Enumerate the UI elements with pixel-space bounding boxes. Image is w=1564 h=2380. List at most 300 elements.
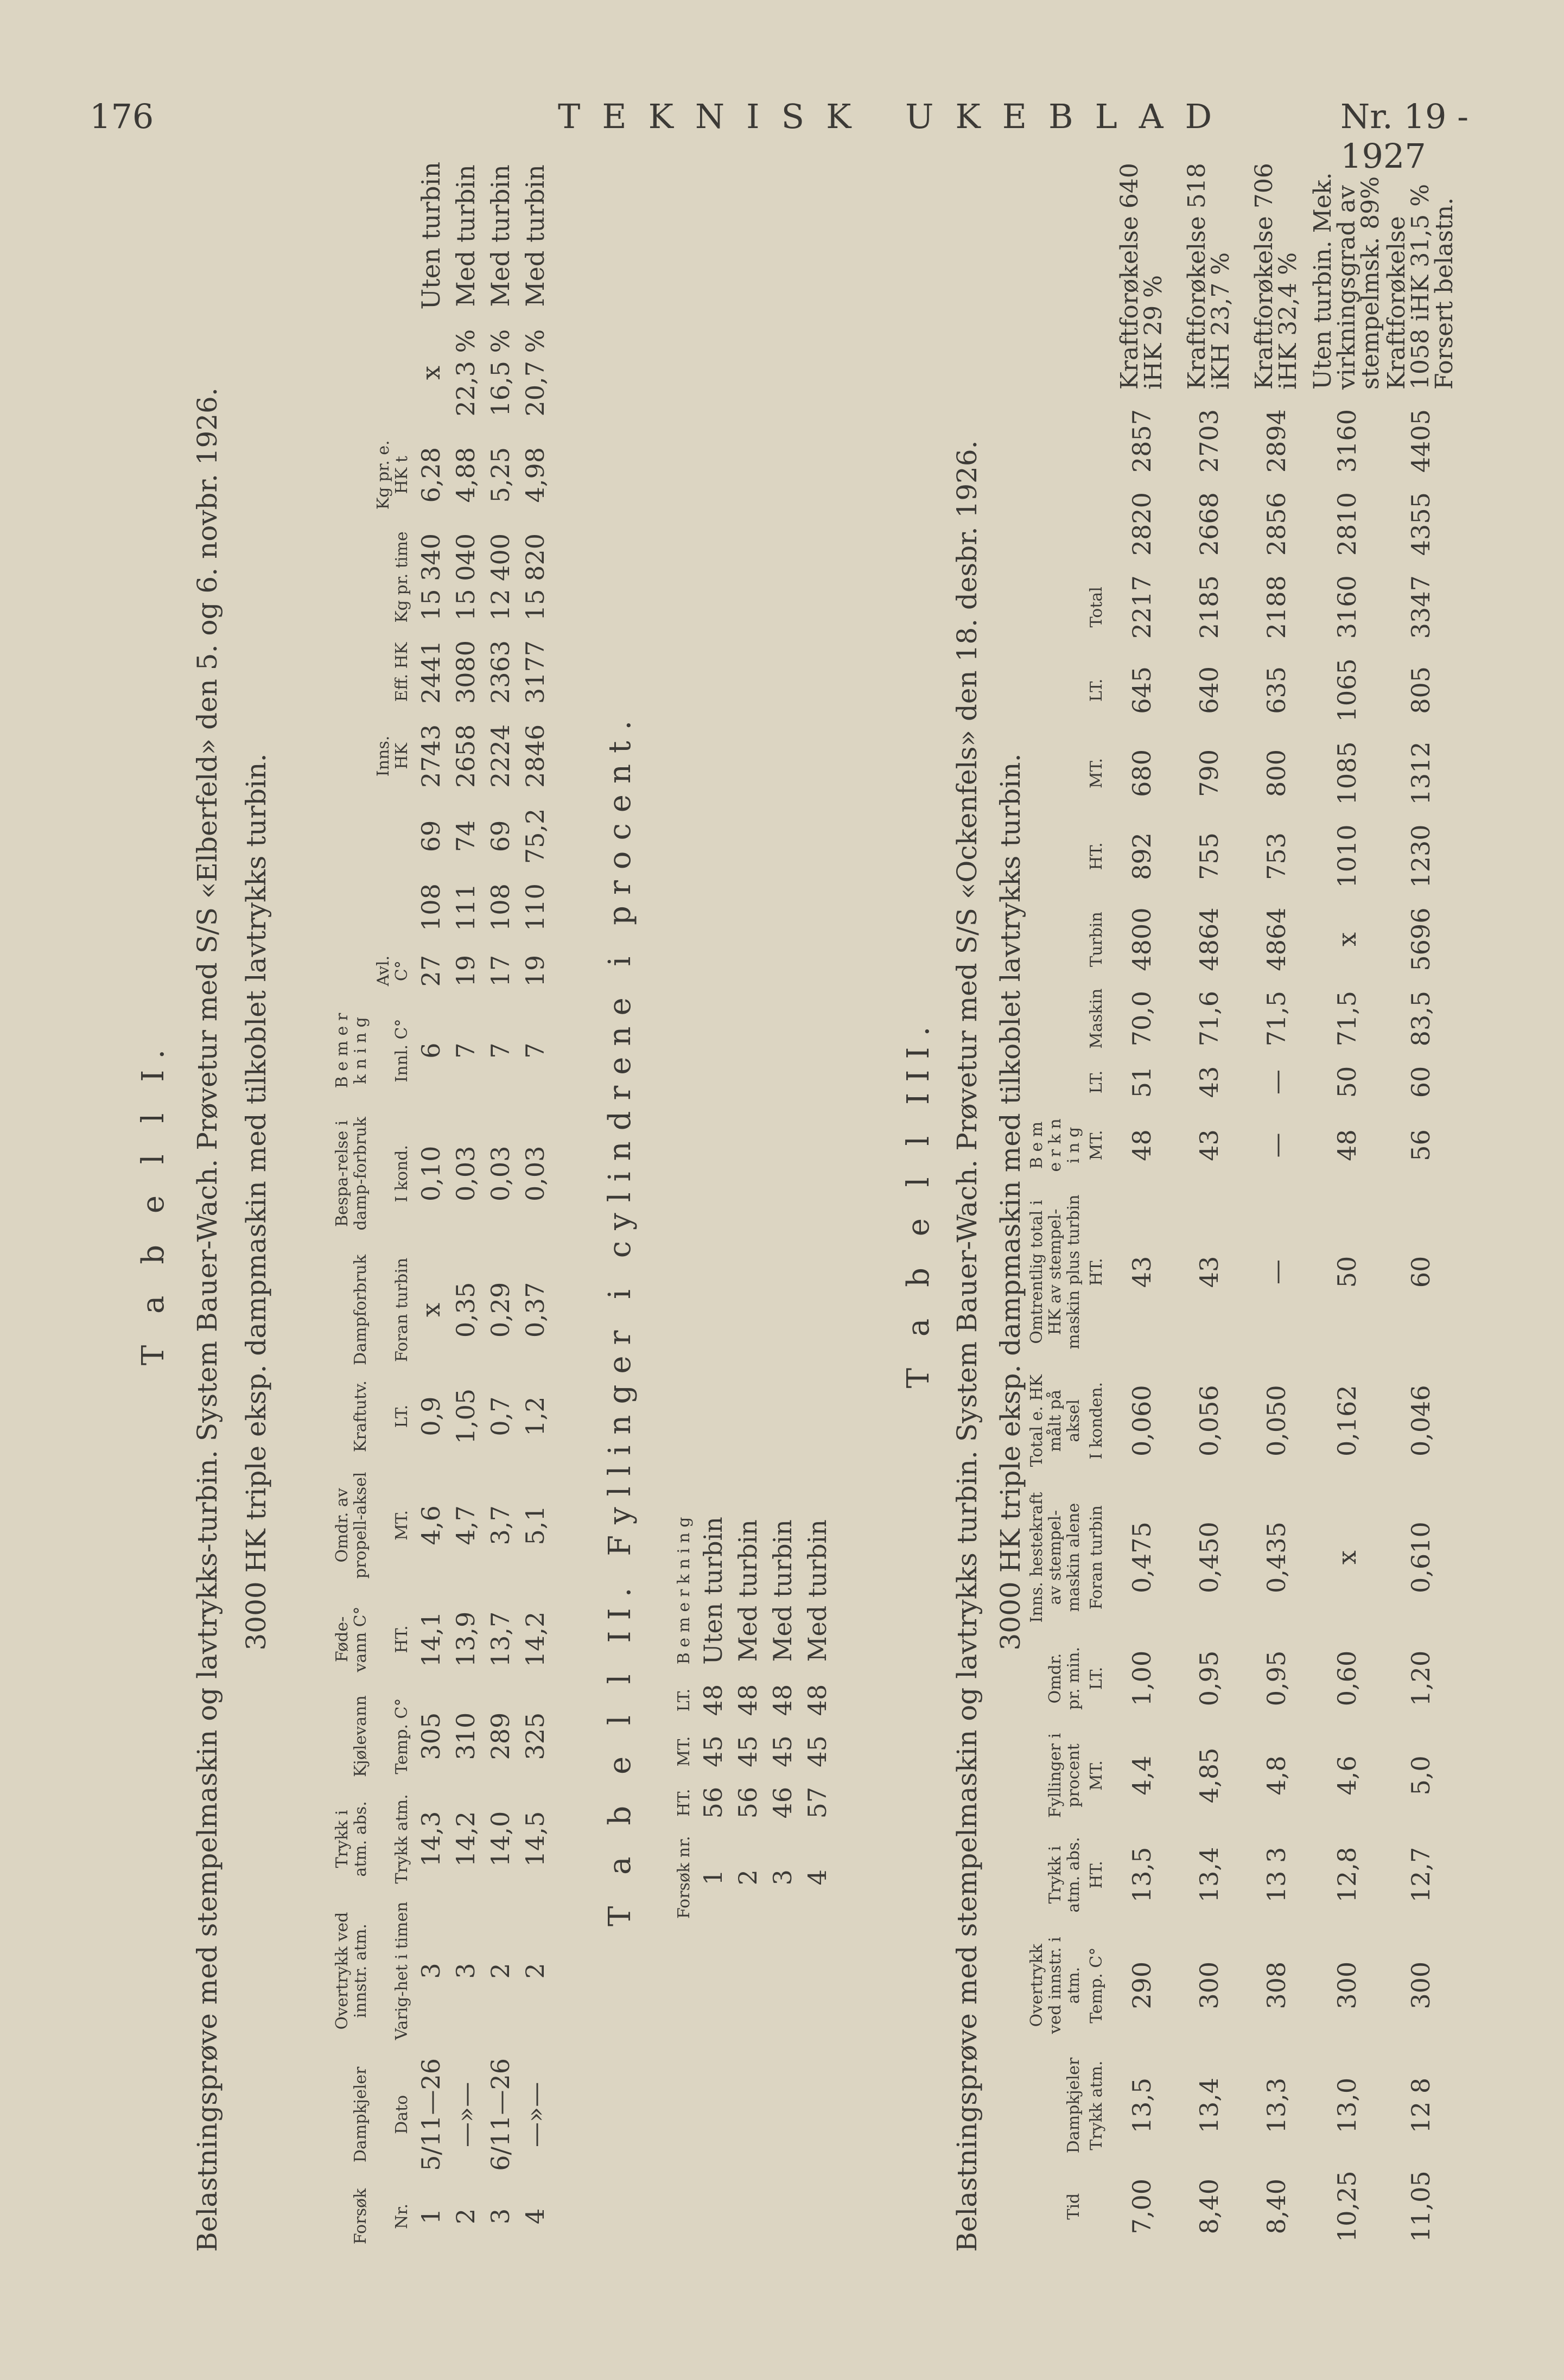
table1-header-cell: Kg pr. e. HK t [374, 440, 411, 510]
table3-group-cell: Omtrentlig total i HK av stempel-maskin plus turbin [1027, 1194, 1083, 1350]
table3-header-cell [1085, 2161, 1108, 2252]
table1-cell: 6 [416, 1042, 446, 1059]
table1-header-cell: Avl. C° [374, 955, 411, 987]
table1-cell: 3,7 [486, 1505, 515, 1545]
table3-header-cell: Temp. C° [1087, 1947, 1106, 2023]
table3-cell: Kraftforøkelse 706 iHK 32,4 % [1250, 163, 1302, 390]
table3-cell: 892 [1127, 832, 1156, 880]
table1-header-cell [372, 874, 414, 941]
table1-cell: Med turbin [451, 164, 480, 307]
table1-group-cell: Dampkjeler [351, 2066, 370, 2163]
table1-cell: 0,7 [486, 1396, 515, 1436]
table3-cell: 2894 [1262, 409, 1291, 473]
table1-header-cell: Eff. HK [392, 642, 411, 702]
table1-cell: 4,98 [520, 447, 550, 503]
table3-cell: 3160 [1332, 409, 1362, 473]
table3-cell: 1010 [1332, 824, 1362, 888]
table3-cell: 0,435 [1262, 1522, 1291, 1593]
table3-cell: 0,060 [1127, 1385, 1156, 1457]
table3-cell: 2856 [1262, 492, 1291, 556]
table3-cell: 4,8 [1262, 1755, 1291, 1796]
table3-cell: 13,3 [1262, 2077, 1291, 2134]
table3-header-cell: HT. [1087, 842, 1106, 870]
table3-cell: 0,056 [1194, 1385, 1224, 1457]
table3-cell: — [1262, 1259, 1291, 1284]
table1-cell: 0,35 [451, 1282, 480, 1338]
table3-cell: 0,95 [1262, 1650, 1291, 1707]
table3-cell: 8,40 [1194, 2178, 1224, 2235]
table3-cell: 13,4 [1194, 2077, 1224, 2134]
table1-cell: 2224 [486, 724, 515, 788]
table3-cell: 4800 [1127, 907, 1156, 971]
table3-cell: x [1332, 1550, 1362, 1565]
table1-cell: 305 [416, 1712, 446, 1760]
table3-cell: 3160 [1332, 575, 1362, 639]
table3-header-cell: LT. [1087, 1666, 1106, 1690]
table1-cell: 108 [486, 883, 515, 931]
table2-header-cell: B e m e r k n i n g [675, 1517, 694, 1665]
table1-group-cell: Bespa-relse i damp-forbruk [333, 1117, 370, 1231]
table3-cell: 50 [1332, 1066, 1362, 1098]
table3-cell: 2668 [1194, 492, 1224, 556]
table3-cell: Kraftforøkelse 1058 iHK 31,5 % Forsert belastn. [1383, 183, 1458, 390]
table3-header-cell: MT. [1087, 758, 1106, 788]
table1-cell: 2363 [486, 640, 515, 704]
table3-cell: x [1332, 932, 1362, 947]
table1-group-cell: B e m e r k n i n g [333, 1013, 370, 1089]
table3-cell: 2857 [1127, 409, 1156, 473]
table1-group-cell: Kjølevann [351, 1695, 370, 1777]
table1-cell: Med turbin [486, 164, 515, 307]
table3-group-row [1026, 152, 1085, 2252]
table3-header-cell [1085, 152, 1108, 399]
table1-cell: 1,05 [451, 1388, 480, 1444]
table1-header-cell [372, 320, 414, 427]
table3-group-cell: Trykk i atm. abs. [1046, 1837, 1083, 1913]
table3-cell: 10,25 [1332, 2171, 1362, 2242]
table3-row [1175, 152, 1243, 2252]
table3-cell: 12,8 [1332, 1847, 1362, 1903]
table1-cell: 22,3 % [451, 329, 480, 417]
table1-cell: 4,88 [451, 447, 480, 503]
table2-cell: 1 [698, 1869, 728, 1886]
table3-group-cell: Overtrykk ved innstr. i atm. [1027, 1937, 1083, 2034]
table1-group-cell: Kraftutv. [351, 1380, 370, 1453]
table3-cell: 43 [1194, 1066, 1224, 1098]
table3-cell: 300 [1406, 1961, 1435, 2009]
table1-row [518, 152, 552, 2252]
table3-cell: 0,475 [1127, 1522, 1156, 1593]
table2-cell: 48 [698, 1684, 728, 1716]
table1-cell: 14,0 [486, 1811, 515, 1867]
table3-cell: 70,0 [1127, 990, 1156, 1047]
table1-cell: 0,29 [486, 1282, 515, 1338]
table2-cell: 3 [768, 1869, 797, 1886]
table3-cell: 308 [1262, 1961, 1291, 2009]
table3-cell: 60 [1406, 1066, 1435, 1098]
table1-cell: 0,37 [520, 1282, 550, 1338]
table1-cell: 1,2 [520, 1396, 550, 1436]
table3-cell: 43 [1127, 1256, 1156, 1288]
table2-cell: 48 [803, 1684, 832, 1716]
table1-cell: 14,5 [520, 1811, 550, 1867]
table1-cell: 19 [520, 954, 550, 987]
table3-cell: 13,5 [1127, 1847, 1156, 1903]
table3-cell: 790 [1194, 749, 1224, 797]
table1-header-cell: Nr. [392, 2203, 411, 2229]
page-header [0, 0, 1564, 176]
table3-cell: 60 [1406, 1256, 1435, 1288]
issue-number: Nr. 19 - 1927 [1340, 97, 1469, 176]
table3-cell: 2188 [1262, 575, 1291, 639]
table1-group-cell: Føde-vann C° [333, 1606, 370, 1672]
table1-cell: 69 [486, 820, 515, 852]
table3-cell: Kraftforøkelse 640 iHK 29 % [1116, 163, 1167, 390]
table1-cell: 7 [451, 1042, 480, 1059]
table3-group-cell: Total e. HK målt på aksel [1027, 1374, 1083, 1467]
table2-cell: 56 [733, 1786, 762, 1819]
table2-header-cell: Forsøk nr. [675, 1836, 694, 1919]
table2-cell: 48 [733, 1684, 762, 1716]
table2-row [800, 1507, 835, 1926]
table1-cell: —»— [520, 2082, 550, 2147]
page-number: 176 [90, 97, 154, 136]
table3-group-cell: B e m e r k n i n g [1027, 1118, 1083, 1172]
table3-cell: 71,6 [1194, 990, 1224, 1047]
table1-cell: 1 [416, 2208, 446, 2225]
table1-cell: 0,10 [416, 1146, 446, 1201]
table3-cell: 640 [1194, 666, 1224, 714]
table3 [1026, 152, 1458, 2252]
table1-group-cell: Forsøk [351, 2188, 370, 2244]
table1-cell: 15 820 [520, 533, 550, 621]
table1-cell: 3 [451, 1963, 480, 1979]
table1-header-cell: Dato [392, 2095, 411, 2134]
table3-cell: 13,0 [1332, 2077, 1362, 2134]
table2-cell: 46 [768, 1786, 797, 1819]
table3-cell: 50 [1332, 1256, 1362, 1288]
table3-group-cell: Fyllinger i procent [1046, 1733, 1083, 1818]
table3-header-row [1085, 152, 1108, 2252]
table3-header-cell: LT. [1087, 1070, 1106, 1094]
table1-cell: 289 [486, 1712, 515, 1760]
table3-cell: 4,4 [1127, 1755, 1156, 1796]
table3-cell: 1,00 [1127, 1650, 1156, 1707]
table3-cell: 2810 [1332, 492, 1362, 556]
table3-group-cell: Omdr. pr. min. [1046, 1646, 1083, 1710]
table1-cell: 7 [520, 1042, 550, 1059]
table2-cell: Med turbin [803, 1519, 832, 1662]
table1-cell: 14,2 [520, 1611, 550, 1668]
table1-cell: 17 [486, 954, 515, 987]
table3-cell: 680 [1127, 749, 1156, 797]
table1-cell: 2441 [416, 640, 446, 704]
table3-cell: 8,40 [1262, 2178, 1291, 2235]
table3-cell: 0,610 [1406, 1522, 1435, 1593]
table3-subcaption: 3000 HK triple eksp. dampmaskin med tilkoblet lavtrykks turbin. [995, 753, 1026, 1651]
table1-cell: 12 400 [486, 533, 515, 621]
table1-header-cell [372, 152, 414, 320]
table3-cell: 56 [1406, 1129, 1435, 1161]
table3-row [1108, 152, 1175, 2252]
table3-cell: 635 [1262, 666, 1291, 714]
table3-cell: 2217 [1127, 575, 1156, 639]
table3-cell: 48 [1127, 1129, 1156, 1161]
table3-cell: 48 [1332, 1129, 1362, 1161]
table1-cell: 0,03 [520, 1146, 550, 1201]
table3-header-cell: Turbin [1087, 912, 1106, 967]
table1-cell: 15 340 [416, 533, 446, 621]
table2-cell: 45 [733, 1735, 762, 1767]
table1-cell: 6/11—26 [486, 2058, 515, 2171]
table3-cell: 1065 [1332, 658, 1362, 722]
table3-cell: — [1262, 1069, 1291, 1094]
table1-cell: 7 [486, 1042, 515, 1059]
table1-header-row [372, 152, 414, 2252]
table1-header-cell: I kond. [392, 1144, 411, 1202]
table1 [331, 152, 552, 2252]
table3-row [1384, 152, 1458, 2252]
table3-header-cell: Maskin [1087, 988, 1106, 1049]
table3-cell: 4864 [1262, 907, 1291, 971]
table1-header-cell: MT. [392, 1510, 411, 1541]
table3-cell: 3347 [1406, 575, 1435, 639]
table2-header-row [673, 1507, 696, 1926]
table3-caption: Belastningsprøve med stempelmaskin og lavtrykks turbin. System Bauer-Wach. Prøvetur med S/S «Ockenfels» den 18. desbr. 1926. [951, 440, 983, 2252]
table2-row [696, 1507, 730, 1926]
table2-title: T a b e l l II. Fyllinger i cylindrene i procent. [602, 709, 638, 1926]
table3-cell: 1,20 [1406, 1650, 1435, 1707]
table3-cell: 2185 [1194, 575, 1224, 639]
table1-cell: 2 [451, 2208, 480, 2225]
table1-subcaption: 3000 HK triple eksp. dampmaskin med tilkoblet lavtrykks turbin. [240, 753, 272, 1651]
table3-cell: 0,450 [1194, 1522, 1224, 1593]
table1-cell: 74 [451, 820, 480, 852]
table1-cell: 69 [416, 820, 446, 852]
table3-cell: — [1262, 1132, 1291, 1158]
table3-cell: 300 [1332, 1961, 1362, 2009]
table1-cell: 4 [520, 2208, 550, 2225]
table3-header-cell: Foran turbin [1087, 1505, 1106, 1610]
table1-cell: 5,1 [520, 1505, 550, 1545]
table2-cell: Uten turbin [698, 1517, 728, 1665]
table1-cell: 0,03 [486, 1146, 515, 1201]
table3-cell: 4,85 [1194, 1747, 1224, 1804]
table3-cell: 1312 [1406, 741, 1435, 805]
table1-cell: 2658 [451, 724, 480, 788]
table1-cell: 110 [520, 883, 550, 931]
table1-cell: 15 040 [451, 533, 480, 621]
table3-cell: 12 8 [1406, 2077, 1435, 2134]
table1-cell: x [416, 1302, 446, 1317]
table3-cell: 43 [1194, 1129, 1224, 1161]
table1-caption: Belastningsprøve med stempelmaskin og lavtrykks-turbin. System Bauer-Wach. Prøvetur med S/S «Elberfeld» den 5. og 6. novbr. 1926. [192, 387, 223, 2252]
table1-cell: 2 [520, 1963, 550, 1979]
table1-title: T a b e l l I. [136, 1038, 171, 1366]
table3-cell: 290 [1127, 1961, 1156, 2009]
table1-cell: 14,1 [416, 1611, 446, 1668]
table3-header-cell: HT. [1087, 1861, 1106, 1889]
table1-header-cell: Temp. C° [392, 1698, 411, 1774]
table1-cell: 13,7 [486, 1611, 515, 1668]
table1-cell: 108 [416, 883, 446, 931]
table3-cell: 0,050 [1262, 1385, 1291, 1457]
table3-cell: 0,95 [1194, 1650, 1224, 1707]
table2-cell: 45 [803, 1735, 832, 1767]
table3-cell: 12,7 [1406, 1847, 1435, 1903]
table1-header-cell: Kg pr. time [392, 531, 411, 623]
table3-cell: 645 [1127, 666, 1156, 714]
table3-cell: Uten turbin. Mek. virkningsgrad av stempelmsk. 89% [1309, 172, 1384, 390]
table1-cell: 111 [451, 883, 480, 931]
table3-cell: 1085 [1332, 741, 1362, 805]
table1-header-cell: Foran turbin [392, 1257, 411, 1362]
table3-cell: 2820 [1127, 492, 1156, 556]
table2-header-cell: HT. [675, 1789, 694, 1817]
table1-cell: 6,28 [416, 447, 446, 503]
table3-body [1108, 152, 1458, 2252]
table3-header-cell [1085, 399, 1108, 482]
table1-cell: 14,2 [451, 1811, 480, 1867]
table1-cell: 2 [486, 1963, 515, 1979]
table2-cell: 2 [733, 1869, 762, 1886]
table3-cell: 805 [1406, 666, 1435, 714]
table1-header-cell: Inns. HK [374, 735, 411, 777]
table2-body [696, 1507, 835, 1926]
table1-cell: 4,7 [451, 1505, 480, 1545]
table3-row [1243, 152, 1310, 2252]
table3-header-cell [1085, 482, 1108, 565]
table1-header-cell: Varig-het i timen [392, 1901, 411, 2040]
table3-cell: 4,6 [1332, 1755, 1362, 1796]
table1-group-row [331, 152, 372, 2252]
table3-cell: 4355 [1406, 492, 1435, 556]
table3-cell: 0,046 [1406, 1385, 1435, 1457]
table1-row [448, 152, 483, 2252]
table1-cell: 2846 [520, 724, 550, 788]
table1-cell: 5,25 [486, 447, 515, 503]
table1-cell: 13,9 [451, 1611, 480, 1668]
rotated-content [130, 152, 1520, 2252]
table3-group-cell: Tid [1064, 2193, 1083, 2220]
table3-cell: 300 [1194, 1961, 1224, 2009]
table3-cell: 83,5 [1406, 990, 1435, 1047]
table1-cell: 75,2 [520, 808, 550, 864]
table2-row [765, 1507, 800, 1926]
table3-cell: 13 3 [1262, 1847, 1291, 1903]
table3-cell: Kraftforøkelse 518 iKH 23,7 % [1183, 163, 1235, 390]
table3-cell: 7,00 [1127, 2178, 1156, 2235]
table2-cell: 45 [768, 1735, 797, 1767]
table3-cell: 11,05 [1406, 2171, 1435, 2242]
table3-cell: 5,0 [1406, 1755, 1435, 1796]
table3-cell: 0,60 [1332, 1650, 1362, 1707]
table2-header-cell: MT. [675, 1736, 694, 1767]
table1-cell: 325 [520, 1712, 550, 1760]
table1-cell: 16,5 % [486, 329, 515, 417]
table3-cell: 1230 [1406, 824, 1435, 888]
table1-cell: 19 [451, 954, 480, 987]
table1-row [483, 152, 518, 2252]
table3-cell: 800 [1262, 749, 1291, 797]
table3-title: T a b e l l III. [901, 1015, 936, 1389]
table3-cell: 755 [1194, 832, 1224, 880]
table3-header-cell: MT. [1087, 1130, 1106, 1161]
table1-cell: 3177 [520, 640, 550, 704]
table2-row [730, 1507, 765, 1926]
table3-cell: 71,5 [1332, 990, 1362, 1047]
table3-cell: 0,162 [1332, 1385, 1362, 1457]
table1-cell: Med turbin [520, 164, 550, 307]
table3-header-cell: Trykk atm. [1087, 2060, 1106, 2150]
table3-cell: 13,4 [1194, 1847, 1224, 1903]
table3-cell: 753 [1262, 832, 1291, 880]
table1-body [414, 152, 552, 2252]
table2-cell: 48 [768, 1684, 797, 1716]
table1-cell: 27 [416, 954, 446, 987]
table1-cell: 3080 [451, 640, 480, 704]
table2-cell: 45 [698, 1735, 728, 1767]
table3-cell: 5696 [1406, 907, 1435, 971]
journal-title: TEKNISK UKEBLAD [558, 97, 1234, 136]
table1-group-cell: Omdr. av propell-aksel [333, 1472, 370, 1579]
table3-header-cell: LT. [1087, 678, 1106, 702]
table1-group-cell: Trykk i atm. abs. [333, 1801, 370, 1877]
table3-group-cell: Dampkjeler [1064, 2057, 1083, 2154]
table1-cell: 4,6 [416, 1505, 446, 1545]
table2-cell: 56 [698, 1786, 728, 1819]
table2-cell: 4 [803, 1869, 832, 1886]
table3-cell: 43 [1194, 1256, 1224, 1288]
table3-group-cell: Inns. hestekraft av stempel-maskin alene [1027, 1492, 1083, 1623]
table1-header-cell: HT. [392, 1625, 411, 1653]
table1-group-cell: Overtrykk ved innstr. atm. [333, 1912, 370, 2030]
table3-cell: 51 [1127, 1066, 1156, 1098]
table1-header-cell: Innl. C° [392, 1019, 411, 1083]
table1-cell: 0,03 [451, 1146, 480, 1201]
table2-cell: 57 [803, 1786, 832, 1819]
table2-header-cell: LT. [675, 1688, 694, 1712]
table3-row [1310, 152, 1384, 2252]
table1-cell: 3 [416, 1963, 446, 1979]
table1-header-cell: Trykk atm. [392, 1794, 411, 1884]
table1-cell: 3 [486, 2208, 515, 2225]
table1-cell: 20,7 % [520, 329, 550, 417]
table1-group-cell: Dampforbruk [351, 1254, 370, 1365]
table1-cell: x [416, 366, 446, 380]
table2 [673, 1507, 835, 1926]
table2-cell: Med turbin [733, 1519, 762, 1662]
table3-cell: 4864 [1194, 907, 1224, 971]
table1-cell: 310 [451, 1712, 480, 1760]
table3-cell: 71,5 [1262, 990, 1291, 1047]
table2-cell: Med turbin [768, 1519, 797, 1662]
table3-cell: 2703 [1194, 409, 1224, 473]
table1-cell: 2743 [416, 724, 446, 788]
table3-header-cell: I konden. [1087, 1382, 1106, 1460]
table1-header-cell: LT. [392, 1404, 411, 1428]
table3-header-cell: MT. [1087, 1760, 1106, 1791]
table1-row [414, 152, 448, 2252]
table3-header-cell: Total [1087, 587, 1106, 628]
table1-cell: —»— [451, 2082, 480, 2147]
table1-cell: 14,3 [416, 1811, 446, 1867]
table1-cell: 0,9 [416, 1396, 446, 1436]
table1-cell: Uten turbin [416, 162, 446, 310]
table3-cell: 4405 [1406, 409, 1435, 473]
table1-cell: 5/11—26 [416, 2058, 446, 2171]
table3-header-cell: HT. [1087, 1258, 1106, 1286]
